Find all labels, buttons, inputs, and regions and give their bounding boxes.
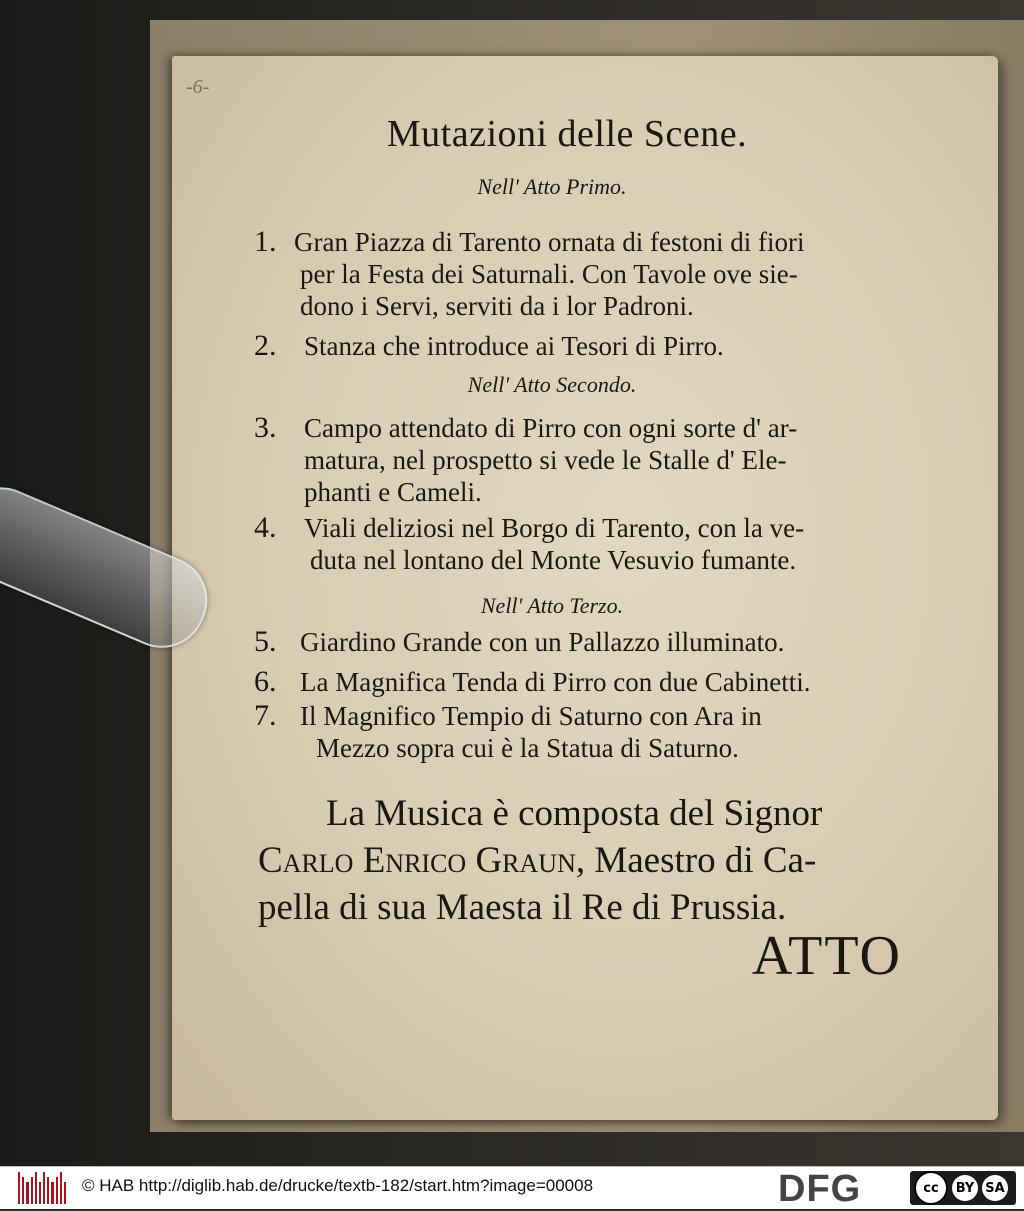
catchword: ATTO: [751, 925, 902, 987]
cc-icon: cc: [914, 1171, 948, 1205]
scene-item-4: [254, 512, 904, 576]
scene-item-2: [254, 330, 904, 362]
music-line-2: , Maestro di Ca-: [575, 840, 817, 881]
scene-line: duta nel lontano del Monte Vesuvio fumante.: [310, 545, 797, 575]
scene-line: dono i Servi, serviti da i lor Padroni.: [300, 291, 694, 321]
scene-line: phanti e Cameli.: [304, 477, 482, 507]
scene-line: Stanza che introduce ai Tesori di Pirro.: [304, 331, 724, 361]
scene-number: 3.: [254, 411, 277, 444]
scene-item-6: [254, 666, 904, 698]
scene-line: per la Festa dei Saturnali. Con Tavole ove sie-: [300, 259, 798, 289]
hab-logo-icon: [18, 1172, 66, 1204]
scene-line: Mezzo sopra cui è la Statua di Saturno.: [316, 733, 739, 763]
sa-icon: SA: [982, 1175, 1008, 1201]
scene-line: Viali deliziosi nel Borgo di Tarento, con la ve-: [304, 513, 805, 543]
music-line-1: La Musica è composta del Signor: [326, 793, 823, 834]
scene-line: matura, nel prospetto si vede le Stalle d' Ele-: [304, 445, 787, 475]
scene-number: 5.: [254, 625, 277, 658]
scene-number: 2.: [254, 329, 277, 362]
scene-number: 1.: [254, 225, 277, 258]
composer-name: Carlo Enrico Graun: [258, 840, 576, 881]
act-heading-2: Nell' Atto Secondo.: [467, 372, 637, 397]
scene-item-3: [254, 412, 904, 508]
scene-item-7: [254, 700, 904, 764]
scene-number: 7.: [254, 699, 277, 732]
page-title: Mutazioni delle Scene.: [386, 113, 748, 155]
by-icon: BY: [952, 1175, 978, 1201]
footer-bar: [0, 1166, 1024, 1209]
music-credit: [258, 790, 906, 931]
scene-number: 6.: [254, 665, 277, 698]
dfg-logo: DFG: [778, 1168, 862, 1210]
scene-line: Giardino Grande con un Pallazzo illuminato.: [300, 627, 785, 657]
scene-item-1: [254, 226, 904, 322]
act-heading-3: Nell' Atto Terzo.: [480, 593, 624, 618]
scene-line: Campo attendato di Pirro con ogni sorte d' ar-: [304, 413, 798, 443]
scene-line: La Magnifica Tenda di Pirro con due Cabinetti.: [300, 667, 811, 697]
book-page: [172, 56, 998, 1120]
scene-number: 4.: [254, 511, 277, 544]
copyright-link[interactable]: © HAB http://diglib.hab.de/drucke/textb-182/start.htm?image=00008: [82, 1176, 594, 1195]
scene-line: Gran Piazza di Tarento ornata di festoni di fiori: [294, 227, 805, 257]
act-heading-1: Nell' Atto Primo.: [477, 174, 627, 199]
scene-line: Il Magnifico Tempio di Saturno con Ara in: [300, 701, 762, 731]
cc-license-badge[interactable]: [910, 1171, 1016, 1205]
scene-item-5: [254, 626, 904, 658]
music-line-3: pella di sua Maesta il Re di Prussia.: [258, 887, 787, 928]
page-folio: -6-: [186, 76, 210, 98]
